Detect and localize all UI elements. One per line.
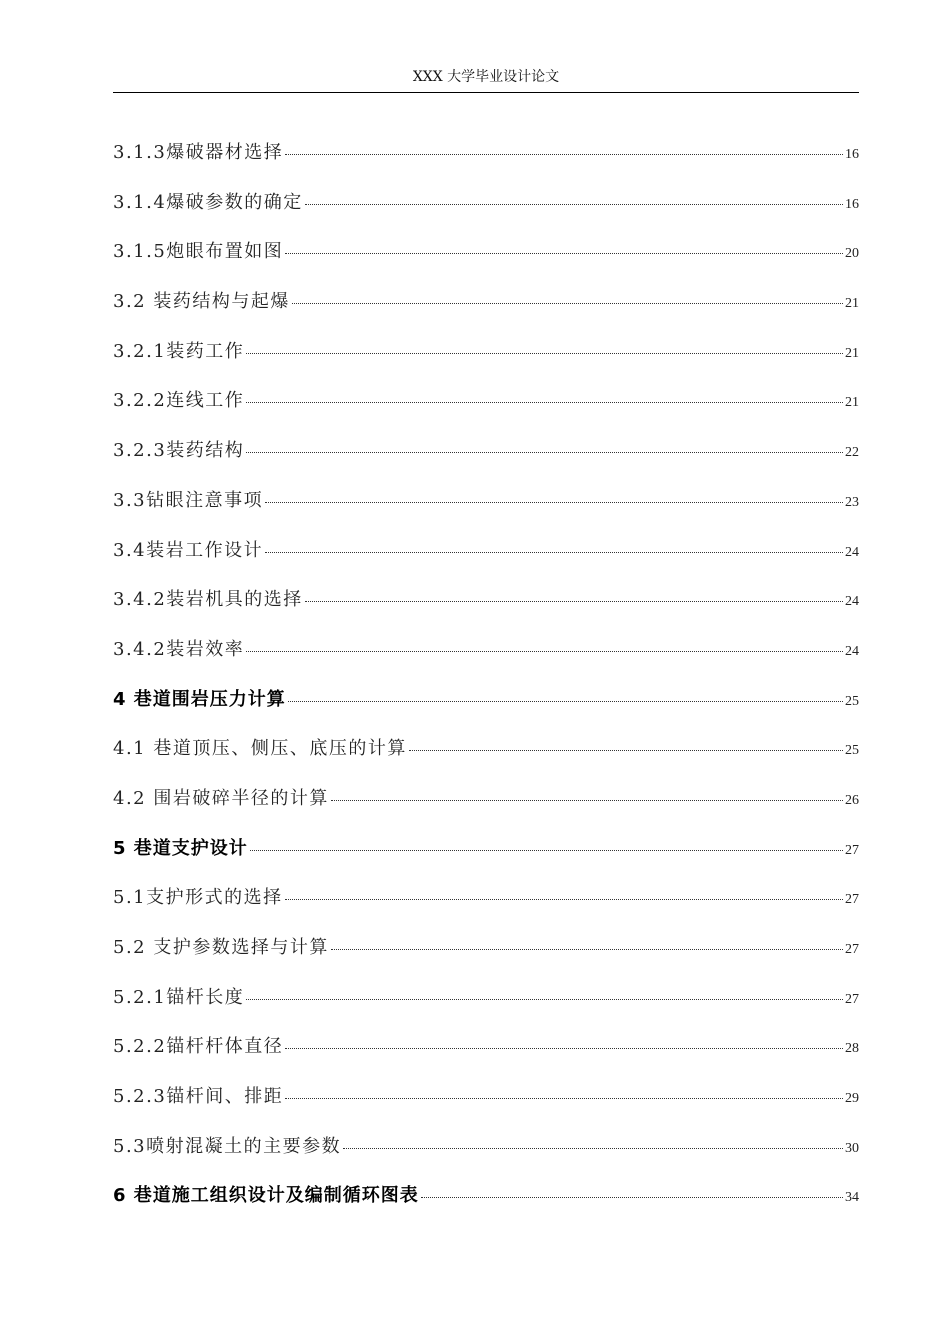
toc-entry[interactable]	[113, 834, 859, 884]
dot-leader	[285, 252, 843, 254]
toc-page-number: 30	[845, 1140, 859, 1156]
dot-leader	[246, 998, 843, 1000]
toc-entry-label: 5.2 支护参数选择与计算	[113, 937, 329, 958]
toc-page-number: 26	[845, 792, 859, 808]
dot-leader	[246, 650, 843, 652]
toc-entry[interactable]	[113, 138, 859, 188]
toc-page-number: 24	[845, 643, 859, 659]
dot-leader	[285, 1047, 843, 1049]
toc-page-number: 21	[845, 296, 859, 312]
toc-entry-label: 5.1支护形式的选择	[113, 887, 283, 909]
toc-entry-label: 3.4.2装岩机具的选择	[113, 589, 303, 611]
dot-leader	[265, 501, 843, 503]
toc-entry-label: 5.3喷射混凝土的主要参数	[113, 1135, 342, 1157]
toc-entry-label: 3.3钻眼注意事项	[113, 489, 264, 511]
toc-entry-label: 3.1.5炮眼布置如图	[113, 241, 284, 263]
toc-page-number: 16	[845, 147, 859, 162]
toc-page-number: 25	[845, 743, 859, 759]
toc-entry[interactable]	[113, 1132, 859, 1182]
toc-entry-label: 3.2 装药结构与起爆	[113, 291, 290, 313]
toc-page-number: 27	[845, 892, 859, 908]
toc-page-number: 16	[845, 196, 859, 212]
toc-page-number: 34	[845, 1190, 859, 1206]
dot-leader	[305, 203, 843, 205]
toc-entry[interactable]	[113, 585, 859, 635]
toc-page-number: 21	[845, 395, 859, 411]
toc-entry[interactable]	[113, 1032, 859, 1082]
toc-page-number: 22	[845, 445, 859, 461]
toc-entry-label: 3.4.2装岩效率	[113, 638, 245, 660]
toc-entry-label: 6 巷道施工组织设计及编制循环图表	[113, 1185, 419, 1207]
dot-leader	[265, 551, 843, 553]
toc-entry[interactable]	[113, 287, 859, 337]
table-of-contents	[113, 138, 859, 1231]
toc-entry-label: 3.1.3爆破器材选择	[113, 142, 284, 163]
toc-entry-label: 5 巷道支护设计	[113, 837, 248, 859]
toc-page-number: 27	[845, 842, 859, 858]
dot-leader	[331, 948, 843, 950]
dot-leader	[285, 153, 843, 155]
toc-entry[interactable]	[113, 983, 859, 1033]
toc-entry-label: 4.1 巷道顶压、侧压、底压的计算	[113, 738, 407, 760]
toc-entry[interactable]	[113, 1082, 859, 1132]
dot-leader	[288, 700, 843, 702]
toc-entry[interactable]	[113, 386, 859, 436]
toc-entry-label: 5.2.2锚杆杆体直径	[113, 1036, 284, 1058]
toc-page-number: 20	[845, 246, 859, 262]
toc-page-number: 28	[845, 1041, 859, 1057]
toc-entry[interactable]	[113, 237, 859, 287]
toc-entry[interactable]	[113, 883, 859, 933]
toc-entry[interactable]	[113, 337, 859, 387]
toc-page-number: 24	[845, 544, 859, 560]
toc-page-number: 27	[845, 942, 859, 957]
dot-leader	[409, 749, 843, 751]
toc-entry-label: 3.2.3装药结构	[113, 440, 245, 462]
toc-entry[interactable]	[113, 1181, 859, 1231]
dot-leader	[246, 451, 843, 453]
dot-leader	[343, 1147, 843, 1149]
toc-entry-label: 3.2.2连线工作	[113, 390, 245, 412]
toc-entry[interactable]	[113, 784, 859, 834]
toc-entry[interactable]	[113, 635, 859, 685]
toc-entry[interactable]	[113, 536, 859, 586]
dot-leader	[292, 302, 843, 304]
toc-entry-label: 4 巷道围岩压力计算	[113, 688, 286, 710]
toc-entry[interactable]	[113, 685, 859, 735]
page-header: XXX 大学毕业设计论文	[113, 66, 859, 93]
toc-page-number: 21	[845, 345, 859, 361]
toc-entry[interactable]	[113, 933, 859, 983]
dot-leader	[285, 1097, 843, 1099]
dot-leader	[331, 799, 843, 801]
toc-entry-label: 4.2 围岩破碎半径的计算	[113, 787, 329, 809]
toc-entry[interactable]	[113, 486, 859, 536]
toc-entry-label: 3.2.1装药工作	[113, 340, 245, 362]
dot-leader	[285, 898, 843, 900]
toc-page-number: 25	[845, 693, 859, 709]
dot-leader	[305, 600, 843, 602]
toc-entry[interactable]	[113, 188, 859, 238]
toc-entry-label: 5.2.1锚杆长度	[113, 986, 245, 1008]
dot-leader	[246, 352, 843, 354]
toc-page-number: 24	[845, 594, 859, 610]
toc-entry[interactable]	[113, 734, 859, 784]
dot-leader	[250, 849, 843, 851]
toc-entry-label: 3.1.4爆破参数的确定	[113, 191, 303, 213]
dot-leader	[421, 1196, 843, 1198]
toc-page-number: 29	[845, 1091, 859, 1107]
dot-leader	[246, 401, 843, 403]
toc-page-number: 27	[845, 991, 859, 1007]
toc-entry-label: 3.4装岩工作设计	[113, 539, 264, 561]
toc-page-number: 23	[845, 494, 859, 510]
toc-entry-label: 5.2.3锚杆间、排距	[113, 1086, 284, 1108]
toc-entry[interactable]	[113, 436, 859, 486]
